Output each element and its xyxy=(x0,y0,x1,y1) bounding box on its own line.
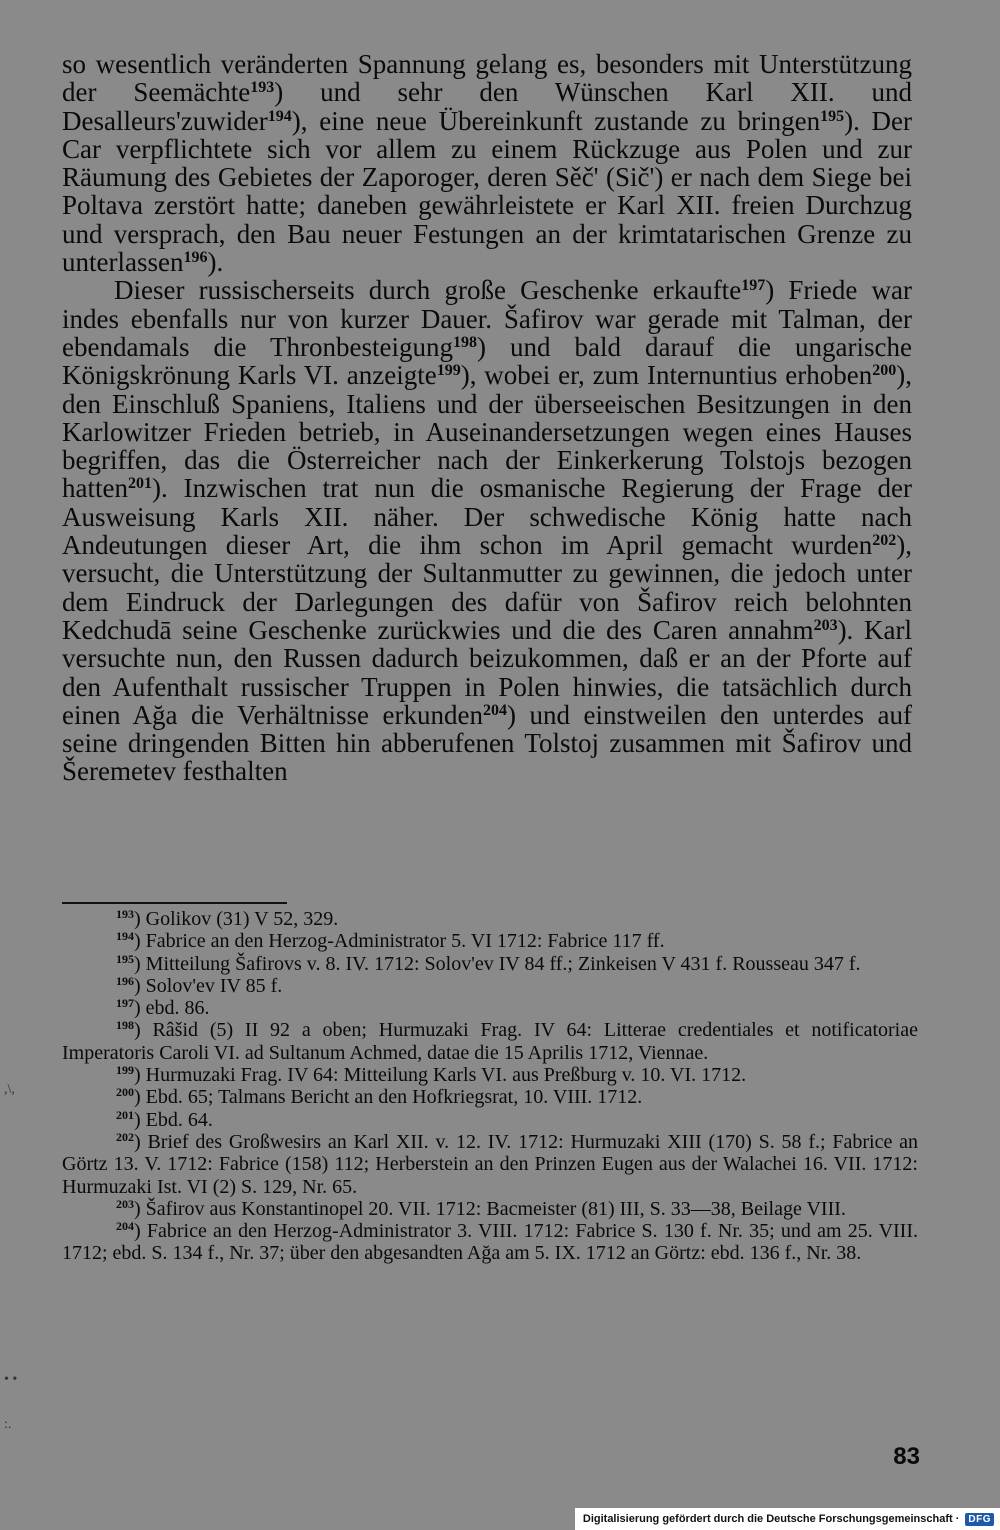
text-span: ), den Einschluß Spaniens, Italiens und der überseeischen Besitzungen in den Karlowitzer Frieden betrieb, in Auseinandersetzungen wegen eines Hauses begriffen, das die Österreicher nach der Einkerkerung Tolstojs bezogen hatten xyxy=(62,360,912,504)
text-span: ). Inzwischen trat nun die osmanische Regierung der Frage der Ausweisung Karls XII. näher. Der schwedische König hatte nach Andeutungen dieser Art, die ihm schon im April gemacht wurden xyxy=(62,473,912,561)
paragraph-2 xyxy=(62,276,912,785)
footnote-ref: 199 xyxy=(436,362,461,380)
footnote-ref: 204 xyxy=(482,701,507,719)
footnote-text: ) Ebd. 64. xyxy=(134,1108,213,1131)
text-span: ). xyxy=(207,247,224,278)
footnote xyxy=(62,1220,918,1265)
footnote-text: ) Mitteilung Šafirovs v. 8. IV. 1712: Solov'ev IV 84 ff.; Zinkeisen V 431 f. Rousseau 347 f. xyxy=(134,952,861,975)
footnote-ref: 196 xyxy=(183,249,208,267)
text-span: ) und einstweilen den unterdes auf seine dringenden Bitten hin abberufenen Tolstoj zusammen mit Šafirov und Šeremetev festhalten xyxy=(62,699,912,787)
footnote xyxy=(62,1109,918,1131)
text-span: ), eine neue Übereinkunft zustande zu bringen xyxy=(291,105,821,136)
footnote-number: 203 xyxy=(116,1196,134,1211)
footnote xyxy=(62,953,918,975)
footnote-text: ) ebd. 86. xyxy=(134,997,210,1020)
footnote-number: 197 xyxy=(116,996,134,1011)
footnote xyxy=(62,1064,918,1086)
footnote xyxy=(62,1198,918,1220)
footnote-number: 196 xyxy=(116,973,134,988)
footnote xyxy=(62,1086,918,1108)
footnote xyxy=(62,1019,918,1064)
footnote-text: ) Brief des Großwesirs an Karl XII. v. 12. IV. 1712: Hurmuzaki XIII (170) S. 58 f.; Fabrice an Görtz 13. V. 1712: Fabrice (158) 112; Herberstein an den Prinzen Eugen aus der Walachei 16. VII. 1712: Hurmuzaki Ist. VI (2) S. 129, Nr. 65. xyxy=(62,1130,918,1198)
text-span: ), versucht, die Unterstützung der Sultanmutter zu gewinnen, die jedoch unter dem Eindruck der Darlegungen des dafür von Šafirov reich belohnten Kedchudā seine Geschenke zurückwies und die des Caren annahm xyxy=(62,530,912,645)
footnote-text: ) Fabrice an den Herzog-Administrator 3. VIII. 1712: Fabrice S. 130 f. Nr. 35; und am 25. VIII. 1712; ebd. S. 134 f., Nr. 37; über den abgesandten Ağa am 5. IX. 1712 an Görtz: ebd. 136 f., Nr. 38. xyxy=(62,1220,918,1265)
page-number: 83 xyxy=(893,1443,920,1470)
text-span: so wesentlich veränderten Spannung gelang es, besonders mit Unterstützung der Seemächte xyxy=(62,49,912,108)
footnote-ref: 193 xyxy=(250,79,275,97)
footnote-text: ) Golikov (31) V 52, 329. xyxy=(134,908,339,930)
footnote-separator xyxy=(62,902,287,904)
footnote-ref: 202 xyxy=(872,532,897,550)
digitization-footer xyxy=(575,1508,1000,1530)
footnote-text: ) Hurmuzaki Frag. IV 64: Mitteilung Karls VI. aus Preßburg v. 10. VI. 1712. xyxy=(134,1064,747,1087)
footnote-number: 200 xyxy=(116,1085,134,1100)
margin-mark: :. xyxy=(4,1417,12,1432)
footnote-ref: 194 xyxy=(267,107,292,125)
text-span: ), wobei er, zum Internuntius erhoben xyxy=(460,360,873,391)
footnote-number: 204 xyxy=(116,1219,134,1234)
footnote xyxy=(62,930,918,952)
paragraph-1 xyxy=(62,50,912,276)
footnote-number: 193 xyxy=(116,907,134,921)
footnote-text: ) Fabrice an den Herzog-Administrator 5. VI 1712: Fabrice 117 ff. xyxy=(134,930,665,953)
footnote-number: 201 xyxy=(116,1107,134,1122)
footnote-ref: 197 xyxy=(741,277,766,295)
text-span: ) und sehr den Wünschen Karl XII. und Desalleurs'zuwider xyxy=(62,77,912,136)
footnote-text: ) Râšid (5) II 92 a oben; Hurmuzaki Frag. IV 64: Litterae credentiales et notificatoriae Imperatoris Caroli VI. ad Sultanum Achmed, datae die 15 Aprilis 1712, Viennae. xyxy=(62,1019,918,1064)
footnotes xyxy=(62,908,918,1265)
footnote-number: 202 xyxy=(116,1129,134,1144)
text-span: ). Der Car verpflichtete sich vor allem zu einem Rückzuge aus Polen und zur Räumung des Gebietes der Zaporoger, deren Sěč' (Sič') er nach dem Siege bei Poltava zerstört hatte; daneben gewährleistete er Karl XII. freien Durchzug und versprach, den Bau neuer Festungen an der krimtatarischen Grenze zu unterlassen xyxy=(62,105,912,278)
margin-mark: ,\, xyxy=(4,1082,15,1097)
footnote-number: 194 xyxy=(116,929,134,944)
footnote xyxy=(62,975,918,997)
footnote-text: ) Ebd. 65; Talmans Bericht an den Hofkriegsrat, 10. VIII. 1712. xyxy=(134,1086,643,1109)
margin-mark: • • xyxy=(4,1372,18,1387)
footnote xyxy=(62,908,918,930)
footnote-ref: 201 xyxy=(127,475,152,493)
footnote-ref: 200 xyxy=(872,362,897,380)
footnote-number: 199 xyxy=(116,1063,134,1078)
footnote-ref: 195 xyxy=(820,107,845,125)
footnote xyxy=(62,997,918,1019)
footnote-ref: 203 xyxy=(813,616,838,634)
main-text xyxy=(62,50,912,786)
footnote-text: ) Solov'ev IV 85 f. xyxy=(134,974,283,997)
footnote-number: 198 xyxy=(116,1018,134,1033)
footnote xyxy=(62,1131,918,1198)
text-span: ) Friede war indes ebenfalls nur von kurzer Dauer. Šafirov war gerade mit Talman, der ebendamals die Thronbesteigung xyxy=(62,275,912,362)
footnote-number: 195 xyxy=(116,951,134,966)
text-span: Dieser russischerseits durch große Geschenke erkaufte xyxy=(114,275,742,306)
text-span: ). Karl versuchte nun, den Russen dadurch beizukommen, daß er an der Pforte auf den Aufenthalt russischer Truppen in Polen hinwies, die tatsächlich durch einen Ağa die Verhältnisse erkunden xyxy=(62,614,913,730)
dfg-logo: DFG xyxy=(965,1513,994,1526)
funding-credit: Digitalisierung gefördert durch die Deutsche Forschungsgemeinschaft · xyxy=(582,1513,960,1525)
text-span: ) und bald darauf die ungarische Königskrönung Karls VI. anzeigte xyxy=(62,331,912,391)
footnote-text: ) Šafirov aus Konstantinopel 20. VII. 1712: Bacmeister (81) III, S. 33—38, Beilage VIII. xyxy=(134,1197,846,1220)
footnote-ref: 198 xyxy=(452,333,477,351)
